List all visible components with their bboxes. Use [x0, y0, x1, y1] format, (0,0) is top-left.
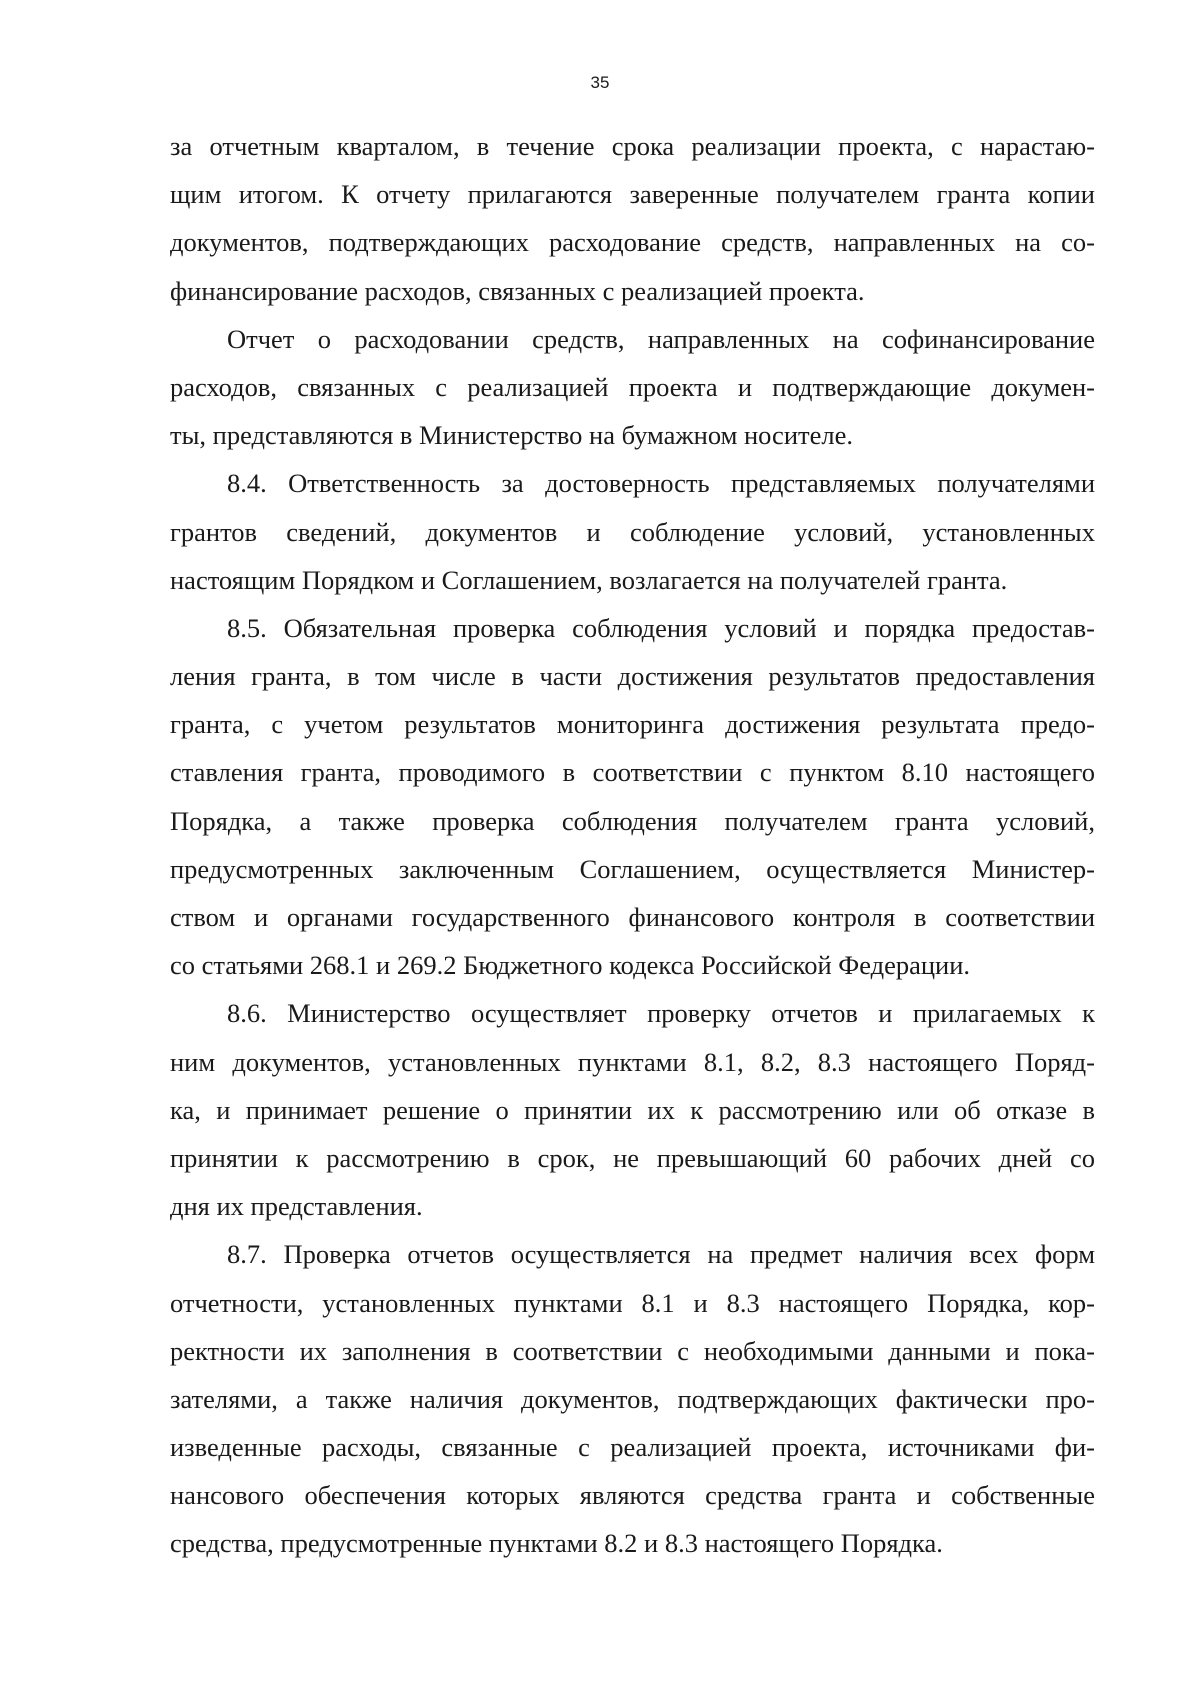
- text-line: 8.6. Министерство осуществляет проверку отчетов и прилагаемых к: [227, 998, 1095, 1029]
- text-line: Отчет о расходовании средств, направленных на софинансирование: [227, 323, 1095, 354]
- text-line: грантов сведений, документов и соблюдение условий, установленных: [170, 516, 1095, 547]
- text-line: гранта, с учетом результатов мониторинга достижения результата предо-: [170, 709, 1095, 740]
- text-line: щим итогом. К отчету прилагаются заверенные получателем гранта копии: [170, 179, 1095, 210]
- text-line: 8.4. Ответственность за достоверность представляемых получателями: [227, 468, 1095, 499]
- text-line: предусмотренных заключенным Соглашением, осуществляется Министер-: [170, 853, 1095, 884]
- paragraph: [170, 1230, 1095, 1567]
- text-line: со статьями 268.1 и 269.2 Бюджетного кодекса Российской Федерации.: [170, 950, 971, 981]
- text-line: 8.7. Проверка отчетов осуществляется на предмет наличия всех форм: [227, 1239, 1095, 1270]
- text-line: 8.5. Обязательная проверка соблюдения условий и порядка предостав-: [227, 612, 1095, 643]
- text-line: за отчетным кварталом, в течение срока реализации проекта, с нарастаю-: [170, 131, 1095, 161]
- text-line: ка, и принимает решение о принятии их к рассмотрению или об отказе в: [170, 1094, 1095, 1125]
- text-line: расходов, связанных с реализацией проекта и подтверждающие докумен-: [170, 371, 1095, 402]
- page-number: 35: [590, 73, 610, 92]
- paragraph: [170, 315, 1095, 460]
- paragraph: [170, 989, 1095, 1230]
- text-line: отчетности, установленных пунктами 8.1 и 8.3 настоящего Порядка, кор-: [170, 1287, 1095, 1318]
- text-line: ним документов, установленных пунктами 8.1, 8.2, 8.3 настоящего Поряд-: [170, 1046, 1095, 1077]
- text-line: дня их представления.: [170, 1191, 423, 1222]
- paragraph: [170, 604, 1095, 990]
- text-line: настоящим Порядком и Соглашением, возлагается на получателей гранта.: [170, 564, 1008, 595]
- text-line: ты, представляются в Министерство на бумажном носителе.: [170, 420, 853, 451]
- text-line: изведенные расходы, связанные с реализацией проекта, источниками фи-: [170, 1432, 1095, 1463]
- text-line: ставления гранта, проводимого в соответствии с пунктом 8.10 настоящего: [170, 757, 1095, 788]
- paragraph: [170, 122, 1095, 315]
- text-line: ления гранта, в том числе в части достижения результатов предоставления: [170, 661, 1095, 692]
- text-line: ством и органами государственного финансового контроля в соответствии: [170, 902, 1095, 932]
- text-line: нансового обеспечения которых являются средства гранта и собственные: [170, 1480, 1095, 1511]
- text-line: ректности их заполнения в соответствии с необходимыми данными и пока-: [170, 1335, 1095, 1366]
- text-line: принятии к рассмотрению в срок, не превышающий 60 рабочих дней со: [170, 1142, 1095, 1173]
- text-line: документов, подтверждающих расходование средств, направленных на со-: [170, 227, 1095, 258]
- text-line: средства, предусмотренные пунктами 8.2 и 8.3 настоящего Порядка.: [170, 1528, 943, 1559]
- text-line: зателями, а также наличия документов, подтверждающих фактически про-: [170, 1383, 1095, 1414]
- document-body: [170, 122, 1095, 1568]
- paragraph: [170, 459, 1095, 604]
- text-line: финансирование расходов, связанных с реализацией проекта.: [170, 275, 865, 306]
- text-line: Порядка, а также проверка соблюдения получателем гранта условий,: [170, 805, 1095, 836]
